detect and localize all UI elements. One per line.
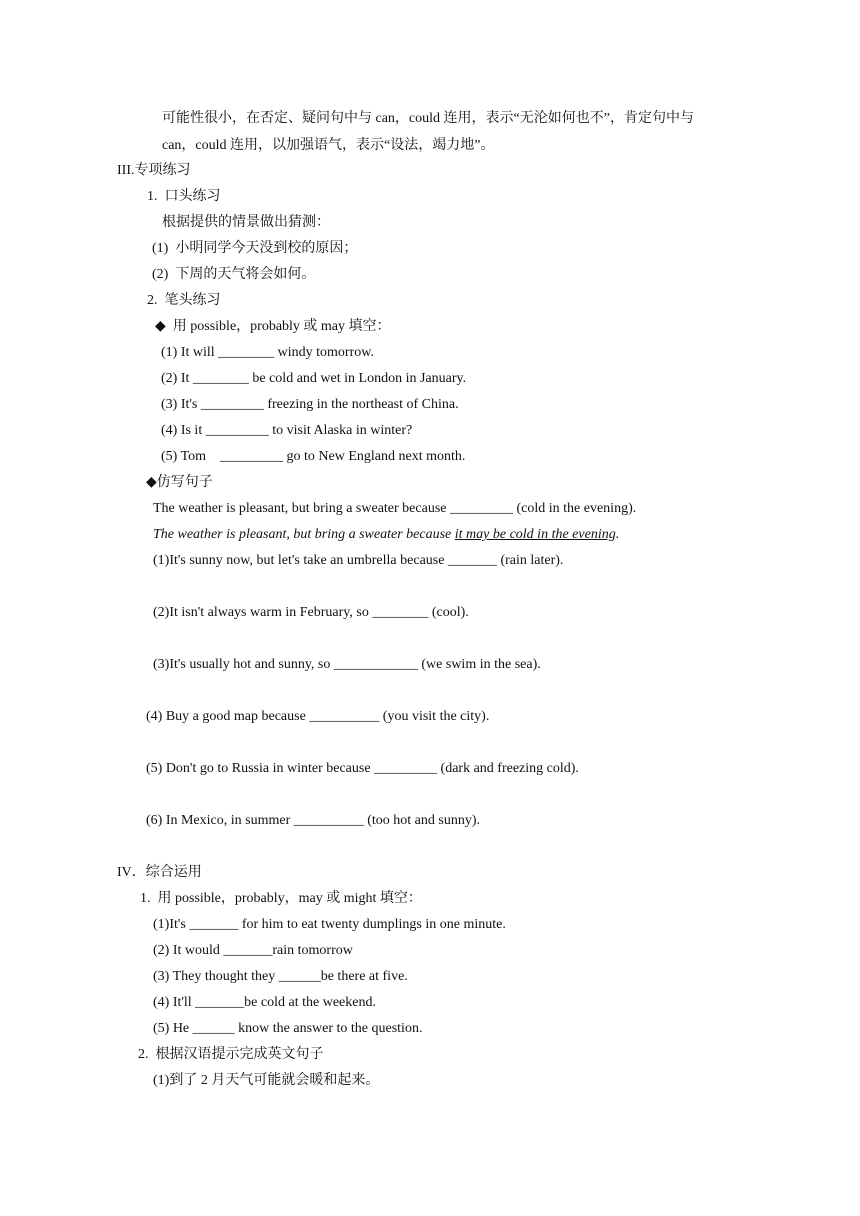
oral-practice-heading: 1. 口头练习 (147, 189, 221, 204)
oral-item-2: (2) 下周的天气将会如何。 (152, 267, 316, 282)
fill-instruction: ◆ 用 possible，probably 或 may 填空： (155, 319, 391, 334)
part-1-item-5: (5) He ______ know the answer to the question. (153, 1021, 423, 1036)
section-3-heading: III.专项练习 (117, 163, 191, 178)
fill-item-3: (3) It's _________ freezing in the northeast of China. (161, 397, 459, 412)
imitate-item-1: (1)It's sunny now, but let's take an umbrella because _______ (rain later). (153, 553, 564, 568)
part-1-item-1: (1)It's _______ for him to eat twenty dumplings in one minute. (153, 917, 506, 932)
fill-item-2: (2) It ________ be cold and wet in London in January. (161, 371, 467, 386)
imitate-item-4: (4) Buy a good map because __________ (you visit the city). (146, 709, 490, 724)
fill-item-5: (5) Tom _________ go to New England next month. (161, 449, 466, 464)
fill-item-1: (1) It will ________ windy tomorrow. (161, 345, 374, 360)
answer-underlined: it may be cold in the evening (454, 527, 616, 542)
part-1-item-2: (2) It would _______rain tomorrow (153, 943, 353, 958)
part-2-heading: 2. 根据汉语提示完成英文句子 (138, 1047, 324, 1062)
imitate-example-answer (153, 526, 619, 544)
written-practice-heading: 2. 笔头练习 (147, 293, 221, 308)
oral-instruction: 根据提供的情景做出猜测： (162, 215, 330, 230)
imitate-instruction: ◆仿写句子 (146, 475, 213, 490)
answer-prefix: The weather is pleasant, but bring a sweater because (153, 527, 455, 542)
imitate-item-3: (3)It's usually hot and sunny, so ____________ (we swim in the sea). (153, 657, 541, 672)
answer-suffix: . (615, 527, 620, 542)
part-1-item-4: (4) It'll _______be cold at the weekend. (153, 995, 376, 1010)
imitate-example: The weather is pleasant, but bring a sweater because _________ (cold in the evening). (153, 501, 637, 516)
imitate-item-2: (2)It isn't always warm in February, so ________ (cool). (153, 605, 469, 620)
oral-item-1: (1) 小明同学今天没到校的原因； (152, 241, 358, 256)
part-1-heading: 1. 用 possible，probably，may 或 might 填空： (140, 891, 422, 906)
imitate-item-6: (6) In Mexico, in summer __________ (too hot and sunny). (146, 813, 481, 828)
section-4-heading: IV．综合运用 (117, 865, 202, 880)
intro-line-1: 可能性很小，在否定、疑问句中与 can，could 连用，表示“无沦如何也不”，肯定句中与 (162, 111, 694, 126)
intro-line-2: can，could 连用，以加强语气，表示“设法，竭力地”。 (162, 138, 495, 153)
imitate-item-5: (5) Don't go to Russia in winter because _________ (dark and freezing cold). (146, 761, 579, 776)
fill-item-4: (4) Is it _________ to visit Alaska in winter? (161, 423, 413, 438)
part-2-item-1: (1)到了 2 月天气可能就会暖和起来。 (153, 1073, 380, 1088)
part-1-item-3: (3) They thought they ______be there at five. (153, 969, 408, 984)
